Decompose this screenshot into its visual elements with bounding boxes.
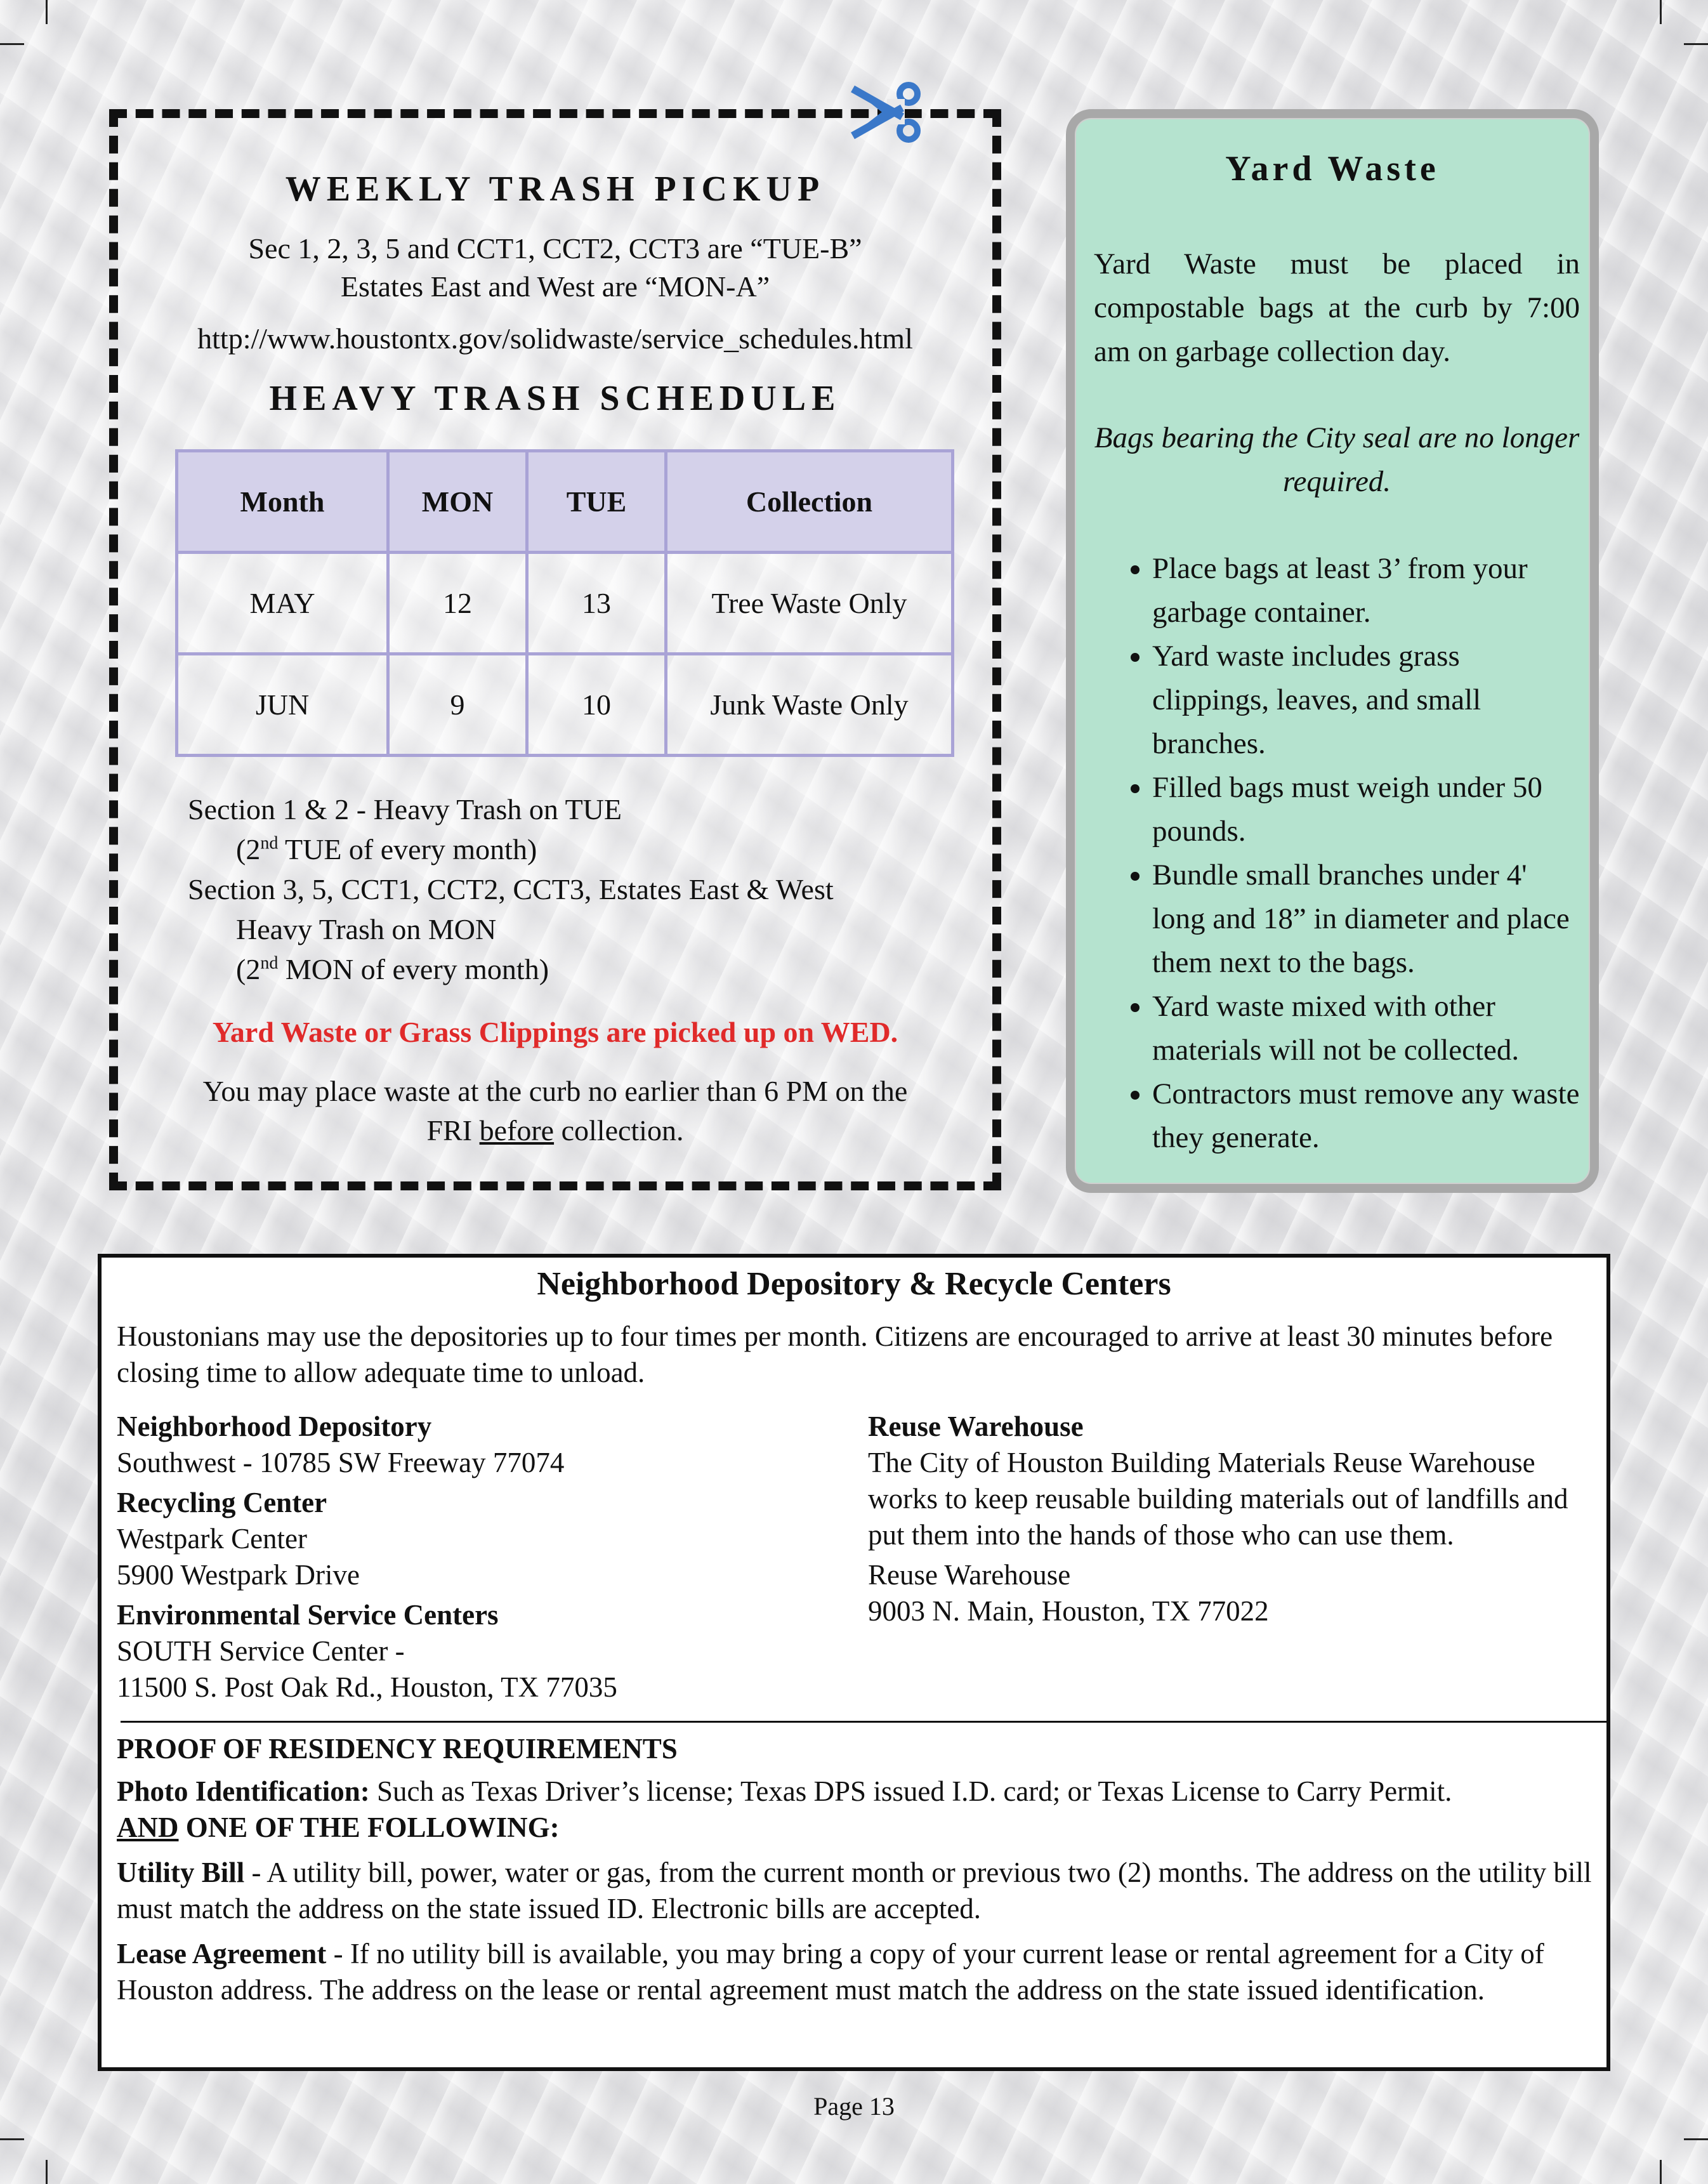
- table-header-row: [177, 451, 953, 553]
- table-cell: MAY: [177, 553, 388, 654]
- crop-mark: [0, 43, 24, 45]
- section-3-note-b: Heavy Trash on MON: [236, 913, 497, 945]
- reuse-warehouse-label: Reuse Warehouse: [868, 1411, 1084, 1442]
- service-centers-label: Environmental Service Centers: [117, 1599, 499, 1631]
- table-header: TUE: [527, 451, 666, 553]
- table-cell: Tree Waste Only: [666, 553, 953, 654]
- weekly-trash-coupon: [109, 109, 1001, 1190]
- section-schedule-notes: [188, 789, 834, 989]
- table-row: [177, 553, 953, 654]
- crop-mark: [1660, 0, 1662, 24]
- schedule-line-2: Estates East and West are “MON-A”: [340, 270, 770, 303]
- table-cell: Junk Waste Only: [666, 654, 953, 756]
- crop-mark: [1684, 2138, 1708, 2140]
- curb-note-line-2: FRI before collection.: [426, 1114, 684, 1147]
- table-cell: JUN: [177, 654, 388, 756]
- reuse-warehouse-address: 9003 N. Main, Houston, TX 77022: [868, 1595, 1269, 1627]
- heavy-trash-title: HEAVY TRASH SCHEDULE: [269, 379, 841, 418]
- crop-mark: [0, 2138, 24, 2140]
- heavy-trash-table: [175, 449, 954, 757]
- table-row: [177, 654, 953, 756]
- table-cell: 9: [388, 654, 527, 756]
- section-divider: [121, 1721, 1606, 1723]
- utility-bill-requirement: Utility Bill - A utility bill, power, water or gas, from the current month or previous two (2) months. The address on the utility bill must match the address on the state issued ID. Electronic bills are accepted.: [117, 1857, 1592, 1924]
- table-header: Month: [177, 451, 388, 553]
- recycling-center-address: 5900 Westpark Drive: [117, 1559, 360, 1591]
- neighborhood-depository-address: Southwest - 10785 SW Freeway 77074: [117, 1447, 565, 1478]
- depository-right-column: [868, 1409, 1604, 1629]
- depository-intro: Houstonians may use the depositories up to four times per month. Citizens are encouraged to arrive at least 30 minutes before closing time to allow adequate time to unload.: [117, 1320, 1553, 1388]
- depository-left-column: [117, 1409, 846, 1706]
- list-item: • Contractors must remove any waste they generate.: [1152, 1072, 1580, 1160]
- yard-waste-seal-note: Bags bearing the City seal are no longer required.: [1094, 421, 1580, 498]
- table-header: MON: [388, 451, 527, 553]
- list-item: • Bundle small branches under 4' long and 18” in diameter and place them next to the bags.: [1152, 853, 1580, 985]
- page-number: Page 13: [813, 2092, 895, 2121]
- reuse-warehouse-description: The City of Houston Building Materials Reuse Warehouse works to keep reusable building materials out of landfills and put them into the hands of those who can use them.: [868, 1447, 1568, 1551]
- table-header: Collection: [666, 451, 953, 553]
- service-center-name: SOUTH Service Center -: [117, 1635, 405, 1667]
- section-1-2-note: Section 1 & 2 - Heavy Trash on TUE: [188, 793, 622, 826]
- recycling-center-label: Recycling Center: [117, 1487, 327, 1518]
- list-item: • Place bags at least 3’ from your garbage container.: [1152, 547, 1580, 635]
- crop-mark: [46, 2160, 48, 2184]
- neighborhood-depository-label: Neighborhood Depository: [117, 1411, 432, 1442]
- and-one-of-following: AND ONE OF THE FOLLOWING:: [117, 1812, 560, 1843]
- section-3-note: Section 3, 5, CCT1, CCT2, CCT3, Estates East & West: [188, 873, 834, 905]
- section-3-paren: (2nd MON of every month): [236, 953, 549, 985]
- crop-mark: [46, 0, 48, 24]
- depository-title: Neighborhood Depository & Recycle Centers: [537, 1266, 1171, 1302]
- proof-of-residency-section: [117, 1731, 1595, 2008]
- section-1-2-paren: (2nd TUE of every month): [236, 833, 537, 865]
- crop-mark: [1684, 43, 1708, 45]
- recycling-center-name: Westpark Center: [117, 1523, 308, 1555]
- weekly-trash-title: WEEKLY TRASH PICKUP: [285, 169, 825, 209]
- list-item: • Yard waste includes grass clippings, leaves, and small branches.: [1152, 635, 1580, 766]
- yard-waste-panel: [1066, 109, 1599, 1193]
- table-cell: 13: [527, 553, 666, 654]
- yard-waste-title: Yard Waste: [1225, 149, 1440, 188]
- curb-note-line-1: You may place waste at the curb no earlier than 6 PM on the: [202, 1075, 908, 1107]
- yard-waste-body: Yard Waste must be placed in compostable bags at the curb by 7:00 am on garbage collection day.: [1094, 247, 1580, 368]
- list-item: • Filled bags must weigh under 50 pounds.: [1152, 766, 1580, 853]
- depository-panel: [98, 1254, 1610, 2071]
- photo-id-requirement: Photo Identification: Such as Texas Driver’s license; Texas DPS issued I.D. card; or Texas License to Carry Permit.: [117, 1775, 1452, 1807]
- lease-agreement-requirement: Lease Agreement - If no utility bill is available, you may bring a copy of your current lease or rental agreement for a City of Houston address. The address on the lease or rental agreement must match the address on the state issued identification.: [117, 1938, 1544, 2006]
- yard-waste-wed-note: Yard Waste or Grass Clippings are picked up on WED.: [212, 1016, 898, 1048]
- list-item: • Yard waste mixed with other materials will not be collected.: [1152, 985, 1580, 1072]
- reuse-warehouse-name: Reuse Warehouse: [868, 1559, 1071, 1591]
- crop-mark: [1660, 2160, 1662, 2184]
- schedule-line-1: Sec 1, 2, 3, 5 and CCT1, CCT2, CCT3 are “TUE-B”: [248, 232, 862, 265]
- table-cell: 10: [527, 654, 666, 756]
- yard-waste-rules-list: [1094, 547, 1580, 1160]
- service-center-address: 11500 S. Post Oak Rd., Houston, TX 77035: [117, 1671, 617, 1703]
- schedule-url[interactable]: http://www.houstontx.gov/solidwaste/service_schedules.html: [197, 322, 913, 355]
- table-cell: 12: [388, 553, 527, 654]
- scissors-icon: [850, 80, 926, 150]
- proof-title: PROOF OF RESIDENCY REQUIREMENTS: [117, 1733, 678, 1765]
